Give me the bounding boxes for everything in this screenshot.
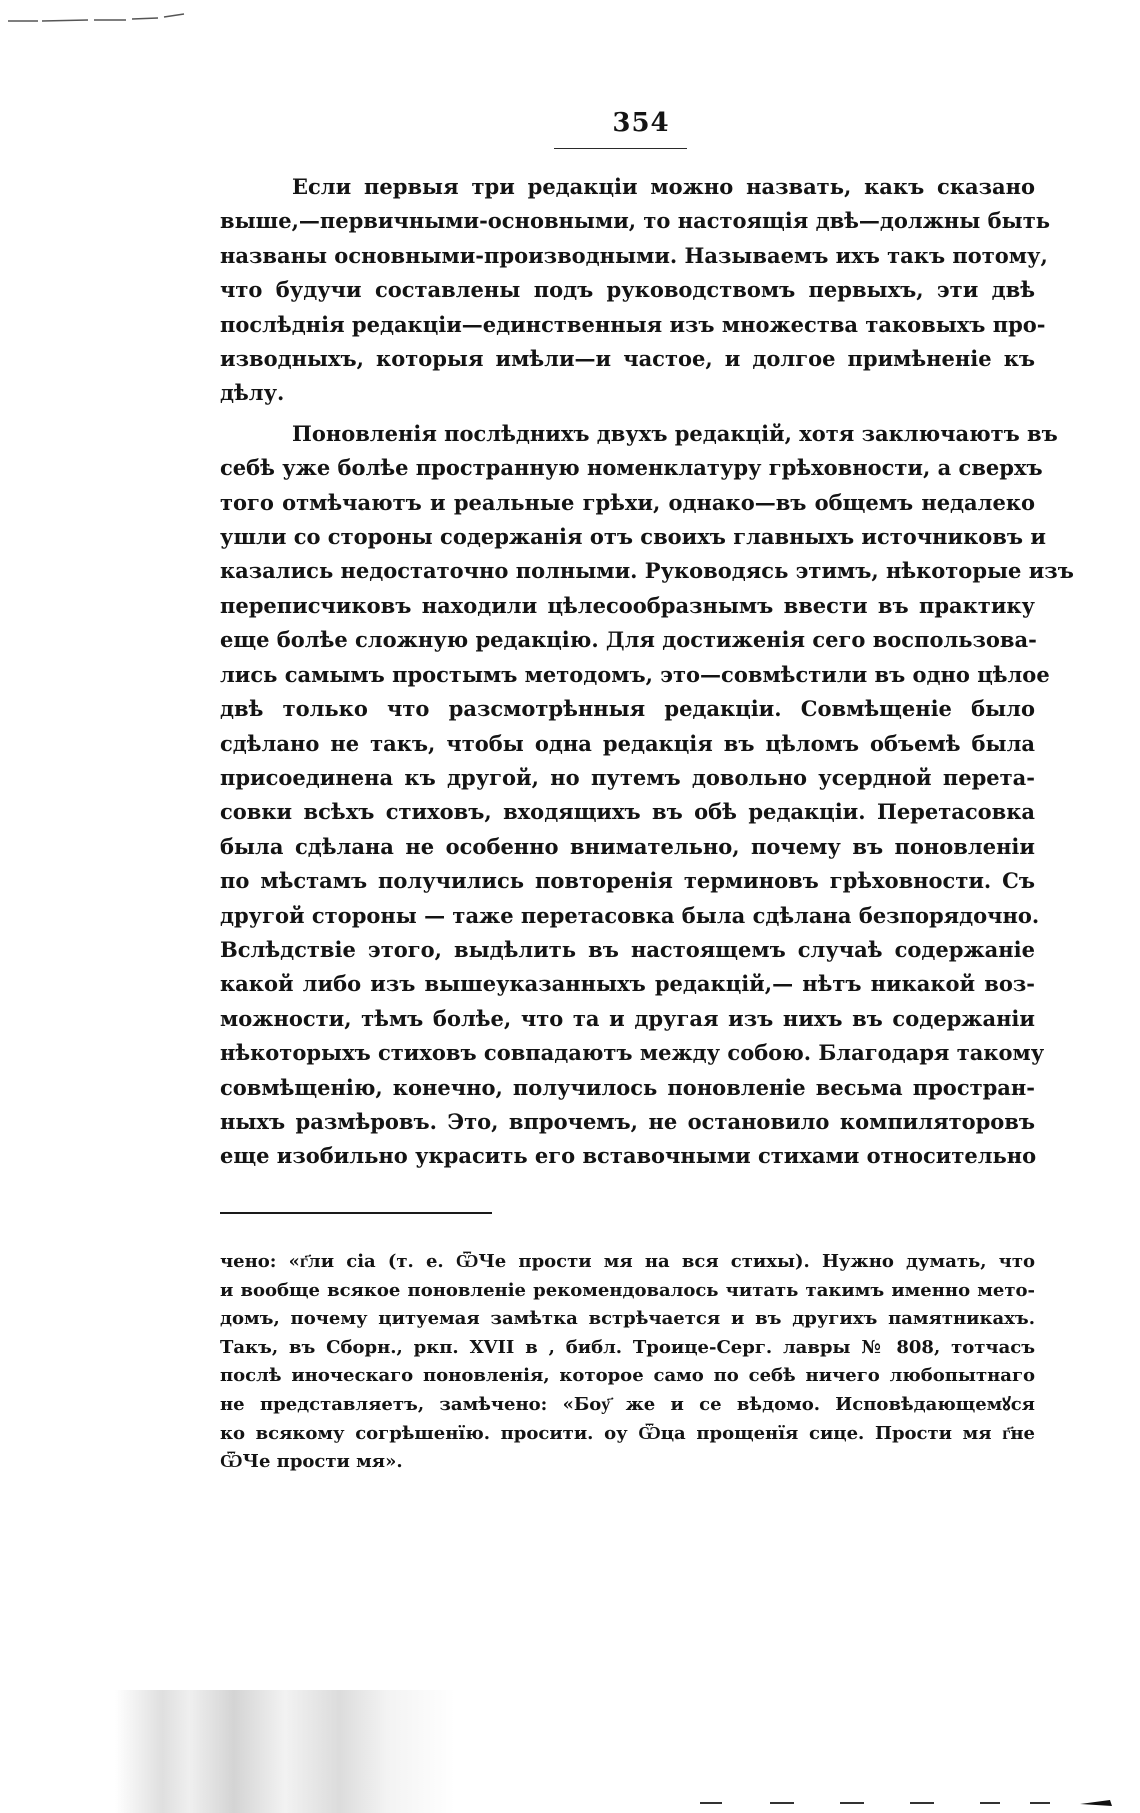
text-line: совки всѣхъ стиховъ, входящихъ въ обѣ редакціи. Перетасовка [220,799,1035,825]
text-line: ушли со стороны содержанія отъ своихъ главныхъ источниковъ и [220,524,1046,550]
text-line: Если первыя три редакціи можно назвать, какъ сказано [292,174,1035,199]
footnote-line: ко всякому согрѣшенїю. просити. оу Ѿца прощенїя сице. Прости мя г҃не [220,1422,1035,1444]
footnote-line: не представляетъ, замѣчено: «Боу҃ же и се вѣдомо. Исповѣдающемꙋся [220,1393,1035,1415]
footnote-line: чено: «г҃ли сіа (т. е. ѾЧе прости мя на вся стихы). Нужно думать, что [220,1251,1035,1272]
text-line: Вслѣдствіе этого, выдѣлить въ настоящемъ случаѣ содержаніе [220,936,1035,962]
text-line: еще изобильно украсить его вставочными стихами относительно [220,1143,1037,1169]
footnote-line: послѣ иноческаго поновленія, которое само по себѣ ничего любопытнаго [220,1365,1035,1387]
footnote-line: Такъ, въ Сборн., ркп. XVII в , библ. Троице-Серг. лавры № 808, тотчасъ [220,1336,1035,1358]
footnote-line: и вообще всякое поновленіе рекомендовалось читать такимъ именно мето- [220,1279,1035,1301]
scan-artifact-shadow [115,1690,455,1813]
text-line: двѣ только что разсмотрѣнныя редакціи. Совмѣщеніе было [220,696,1035,722]
text-line: выше,—первичными-основными, то настоящія двѣ—должны быть [220,208,1050,234]
paragraph-1 [220,170,1050,411]
text-line: дѣлу. [220,380,285,406]
main-text [220,170,1074,1174]
text-line: присоединена къ другой, но путемъ довольно усердной перета- [220,764,1035,790]
text-line: Поновленія послѣднихъ двухъ редакцій, хотя заключаютъ въ [292,420,1058,446]
text-line: по мѣстамъ получились повторенія терминовъ грѣховности. Съ [220,868,1035,894]
text-line: сдѣлано не такъ, чтобы одна редакція въ цѣломъ объемѣ была [220,730,1035,756]
text-line: что будучи составлены подъ руководствомъ первыхъ, эти двѣ [220,277,1035,303]
text-line: еще болѣе сложную редакцію. Для достиженія сего воспользова- [220,627,1037,653]
text-line: нѣкоторыхъ стиховъ совпадаютъ между собою. Благодаря такому [220,1040,1045,1066]
footnote-separator [220,1212,492,1214]
text-line: изводныхъ, которыя имѣли—и частое, и долгое примѣненіе къ [220,346,1035,372]
page-number-underline [554,148,687,149]
text-line: ныхъ размѣровъ. Это, впрочемъ, не остановило компиляторовъ [220,1108,1035,1134]
footnote [220,1248,1035,1477]
scan-artifact-dashes [700,1795,1120,1809]
text-line: лись самымъ простымъ методомъ, это—совмѣстили въ одно цѣлое [220,661,1050,687]
text-line: совмѣщенію, конечно, получилось поновленіе весьма простран- [220,1074,1035,1100]
page-number: 354 [612,108,670,138]
text-line: другой стороны — таже перетасовка была сдѣлана безпорядочно. [220,902,1040,928]
paragraph-2 [220,417,1074,1174]
text-line: себѣ уже болѣе пространную номенклатуру грѣховности, а сверхъ [220,455,1043,481]
text-line: названы основными-производными. Называемъ ихъ такъ потому, [220,242,1048,268]
text-line: была сдѣлана не особенно внимательно, почему въ поновленіи [220,833,1035,859]
text-line: переписчиковъ находили цѣлесообразнымъ ввести въ практику [220,592,1035,618]
text-line: казались недостаточно полными. Руководясь этимъ, нѣкоторые изъ [220,558,1074,584]
footnote-line: ѾЧе прости мя». [220,1451,403,1473]
scan-artifact-top [8,12,188,26]
text-line: того отмѣчаютъ и реальные грѣхи, однако—въ общемъ недалеко [220,489,1035,515]
footnote-line: домъ, почему цитуемая замѣтка встрѣчается и въ другихъ памятникахъ. [220,1308,1035,1330]
text-line: можности, тѣмъ болѣе, что та и другая изъ нихъ въ содержаніи [220,1005,1035,1031]
text-line: какой либо изъ вышеуказанныхъ редакцій,— нѣтъ никакой воз- [220,971,1035,997]
text-line: послѣднія редакціи—единственныя изъ множества таковыхъ про- [220,311,1046,337]
